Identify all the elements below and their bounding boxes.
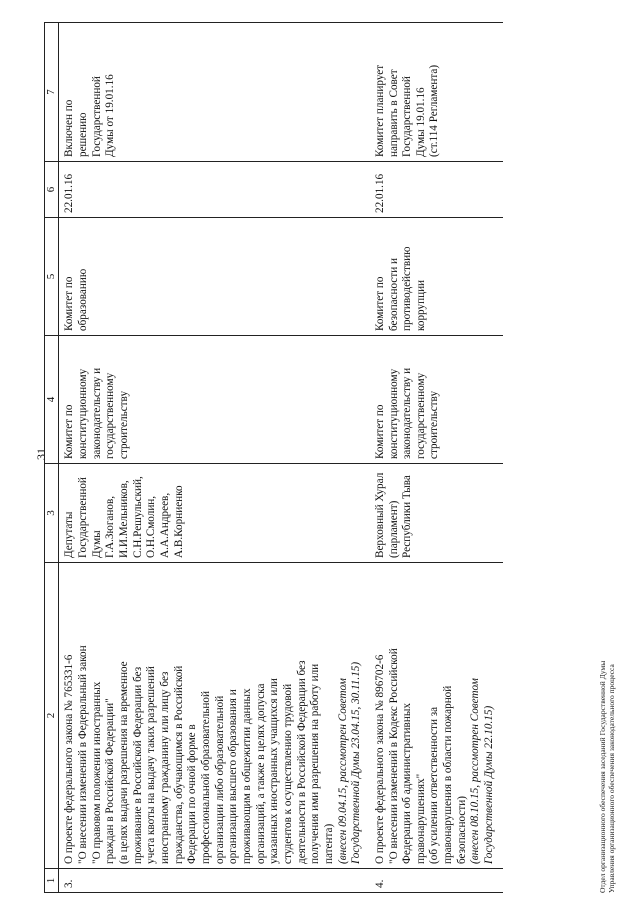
table-row <box>59 23 370 893</box>
initiator-line: Республики Тыва <box>401 475 414 558</box>
column-number: 3 <box>45 464 59 563</box>
initiator-line: Верховный Хурал <box>373 472 386 558</box>
decision-line: направить в Совет <box>387 69 400 157</box>
bill-title <box>59 563 370 869</box>
bill-title-line: граждан в Российской Федерации" <box>104 698 117 864</box>
bill-title <box>370 563 503 869</box>
co-committee-line: образованию <box>77 268 90 331</box>
initiator-line: А.А.Андреев, <box>159 492 171 558</box>
bill-note-line: (внесен 09.04.15, рассмотрен Советом <box>336 678 349 864</box>
committee-line: строительству <box>428 390 441 459</box>
decision-line: Государственной <box>401 76 414 157</box>
footer-line: Отдел организационного обеспечения заседаний Государственной Думы <box>598 660 607 893</box>
committee-line: Комитет по <box>373 404 386 459</box>
footer-note <box>598 373 617 893</box>
initiator-line: Депутаты <box>63 511 76 558</box>
page-number: 31 <box>34 448 48 460</box>
decision-line: Государственной <box>90 76 103 157</box>
bill-title-line: "О правовом положении иностранных <box>90 681 103 864</box>
bill-title-line: организации либо образовательной <box>213 695 226 864</box>
date: 22.01.16 <box>370 162 503 218</box>
footer-line: Управления организационного обеспечения законодательного процесса <box>607 664 617 893</box>
bill-title-line: получения ими разрешения на работу или <box>309 663 322 864</box>
co-executor-committee <box>59 218 370 336</box>
table-row <box>370 23 503 893</box>
bill-title-line: безопасности) <box>455 796 468 864</box>
decision-line: решению <box>77 112 90 157</box>
initiator-line: Государственной <box>77 477 90 558</box>
bill-note-line: (внесен 08.10.15, рассмотрен Советом <box>469 678 482 864</box>
bill-title-line: проживание в Российской Федерации без <box>131 666 144 864</box>
bill-title-line: Федерации об административных <box>401 703 414 864</box>
column-number: 2 <box>45 563 59 869</box>
column-numbers-row <box>45 23 59 893</box>
co-committee-line: Комитет по <box>63 276 76 331</box>
bills-table <box>44 22 503 893</box>
responsible-committee <box>59 336 370 464</box>
co-committee-line: коррупции <box>414 279 427 331</box>
bill-title-line: О проекте федерального закона № 765331-6 <box>63 654 76 864</box>
row-number: 3. <box>59 869 370 893</box>
co-committee-line: противодействию <box>401 246 414 331</box>
co-committee-line: безопасности и <box>387 258 400 331</box>
bill-title-line: организации высшего образования и <box>227 689 240 864</box>
bill-title-line: студентов к осуществлению трудовой <box>281 683 294 864</box>
committee-line: государственному <box>104 372 117 459</box>
committee-line: строительству <box>118 390 131 459</box>
row-number: 4. <box>370 869 503 893</box>
bill-title-line: проживающим в общежитии данных <box>240 688 253 864</box>
bill-title-line: патента) <box>322 823 335 864</box>
decision-line: Включен по <box>63 99 76 157</box>
initiator <box>370 464 503 563</box>
initiator-line: Г.А.Зюганов, <box>104 495 117 558</box>
committee-line: государственному <box>414 372 427 459</box>
committee-line: конституционному <box>387 368 400 459</box>
initiator-line: А.В.Корниенко <box>172 485 185 558</box>
initiator-line: (парламент) <box>387 500 400 558</box>
initiator-line: С.Н.Решульский, <box>131 476 144 558</box>
initiator-line: Думы <box>90 530 103 558</box>
bill-title-line: правонарушения в области пожарной <box>442 685 455 864</box>
bill-title-line: организаций, а также в целях допуска <box>254 683 267 864</box>
decision-line: Комитет планирует <box>373 64 386 157</box>
bill-note-line: Государственной Думы 22.10.15) <box>483 705 496 864</box>
committee-line: законодательству и <box>401 367 414 459</box>
bill-title-line: деятельности в Российской Федерации без <box>295 660 308 864</box>
bill-title-line: иностранному гражданину или лицу без <box>159 671 171 864</box>
decision-line: (ст.114 Регламента) <box>428 64 441 157</box>
column-number: 6 <box>45 162 59 218</box>
initiator <box>59 464 370 563</box>
decision <box>59 23 370 162</box>
bill-title-line: Федерации по очной форме в <box>186 724 199 864</box>
bill-title-line: О проекте федерального закона № 896702-6 <box>373 654 386 864</box>
co-committee-line: Комитет по <box>373 276 386 331</box>
column-number: 7 <box>45 23 59 162</box>
column-number: 1 <box>45 869 59 893</box>
initiator-line: О.Н.Смолин, <box>145 495 158 558</box>
decision-line: Думы 19.01.16 <box>414 87 427 157</box>
decision-line: Думы от 19.01.16 <box>104 74 117 157</box>
bill-title-line: "О внесении изменений в Федеральный закон <box>77 645 90 864</box>
column-number: 4 <box>45 336 59 464</box>
bill-title-line: указанных иностранных учащихся или <box>268 678 281 864</box>
bill-title-line: гражданства, обучающимся в Российской <box>172 665 185 864</box>
bill-note-line: Государственной Думы 23.04.15, 30.11.15) <box>350 661 363 864</box>
committee-line: конституционному <box>77 368 90 459</box>
bill-title-line: учета квоты на выдачу таких разрешений <box>145 666 158 864</box>
date: 22.01.16 <box>59 162 370 218</box>
committee-line: Комитет по <box>63 404 76 459</box>
responsible-committee <box>370 336 503 464</box>
bill-title-line: (в целях выдачи разрешения на временное <box>118 661 131 864</box>
initiator-line: И.И.Мельников, <box>118 480 131 558</box>
bill-title-line: "О внесении изменений в Кодекс Российской <box>387 648 400 864</box>
bill-title-line: правонарушениях" <box>414 773 427 864</box>
co-executor-committee <box>370 218 503 336</box>
bill-title-line: (об усилении ответственности за <box>428 706 441 864</box>
decision <box>370 23 503 162</box>
bill-title-line: профессиональной образовательной <box>199 691 212 864</box>
committee-line: законодательству и <box>90 367 103 459</box>
column-number: 5 <box>45 218 59 336</box>
